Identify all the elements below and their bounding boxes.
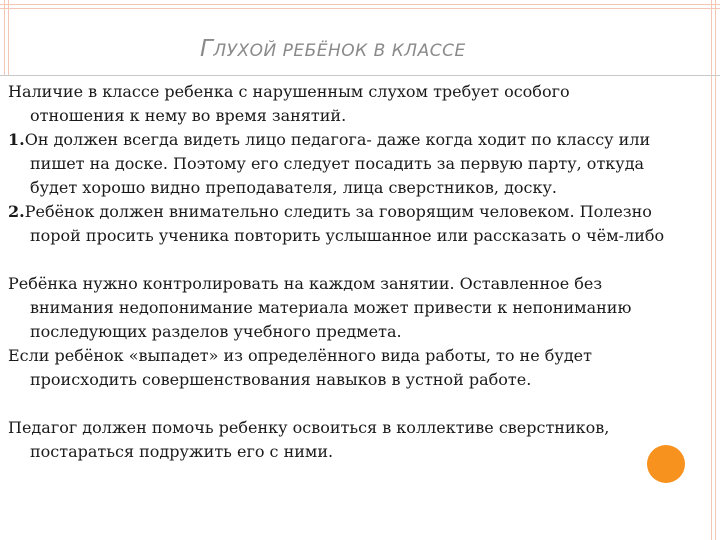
paragraph-gap [8,392,698,416]
slide-body [8,80,698,464]
frame-line-top-inner [0,8,720,9]
paragraph-intro: Наличие в классе ребенка с нарушенным слухом требует особого отношения к нему во время занятий. [8,82,570,125]
frame-line-left-outer [4,0,5,76]
frame-line-left-inner [8,0,9,76]
accent-circle [647,445,685,483]
frame-line-top-outer [0,4,720,5]
frame-line-right-outer [715,0,716,540]
slide-title [200,36,660,62]
paragraph-teacher: Педагог должен помочь ребенку освоиться в коллективе сверстников, постараться подружить его с ними. [8,418,610,461]
frame-line-right-inner [711,0,712,540]
title-divider [0,75,720,76]
paragraph-dropout: Если ребёнок «выпадет» из определённого вида работы, то не будет происходить совершенствования навыков в устной работе. [8,346,592,389]
paragraph-point-1: 1.Он должен всегда видеть лицо педагога- даже когда ходит по классу или пишет на доске. Поэтому его следует посадить за первую парту, откуда будет хорошо видно преподавателя, лица сверстников, доску. [8,130,651,197]
slide-title-rest: ЛУХОЙ РЕБЁНОК В КЛАССЕ [213,41,466,61]
paragraph-control: Ребёнка нужно контролировать на каждом занятии. Оставленное без внимания недопонимание материала может привести к непониманию последующих разделов учебного предмета. [8,274,632,341]
slide-title-initial: Г [200,36,214,62]
point-number: 2. [8,202,25,221]
paragraph-gap [8,248,698,272]
point-number: 1. [8,130,25,149]
paragraph-point-2: 2.Ребёнок должен внимательно следить за говорящим человеком. Полезно порой просить ученика повторить услышанное или рассказать о чём-либо [8,202,665,245]
